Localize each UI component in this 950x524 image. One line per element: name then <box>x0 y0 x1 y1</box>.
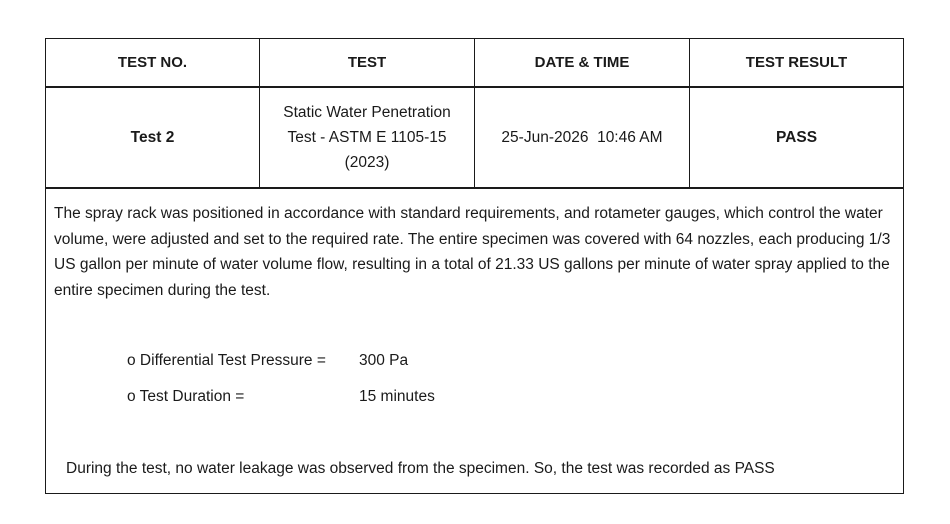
param-value-duration: 15 minutes <box>359 388 435 405</box>
param-value-pressure: 300 Pa <box>359 352 409 369</box>
header-test: TEST <box>260 39 475 86</box>
cell-test-result: PASS <box>775 129 818 146</box>
description-paragraph: The spray rack was positioned in accordance with standard requirements, and rotameter gauges, which control the water volume, were adjusted and set to the required rate. The entire specimen was covered with 64 nozzles, each producing 1/3 US gallon per minute of water volume flow, resulting in a total of 21.33 US gallons per minute of water spray applied to the entire specimen during the test. <box>54 205 891 299</box>
param-label-duration: o Test Duration = <box>127 388 245 405</box>
param-label-pressure: o Differential Test Pressure = <box>127 352 326 369</box>
cell-test-no: Test 2 <box>46 88 260 187</box>
header-date-time: DATE & TIME <box>475 39 690 86</box>
cell-test-name: Static Water Penetration Test - ASTM E 1105-15 (2023) <box>260 88 475 187</box>
conclusion-text: During the test, no water leakage was observed from the specimen. So, the test was recorded as PASS <box>66 460 775 477</box>
header-test-no: TEST NO. <box>46 39 260 86</box>
data-row <box>46 88 903 189</box>
header-row <box>46 39 903 88</box>
header-test-result: TEST RESULT <box>745 54 848 71</box>
cell-date-time: 25-Jun-2026 10:46 AM <box>475 88 690 187</box>
test-report-table <box>45 38 904 494</box>
